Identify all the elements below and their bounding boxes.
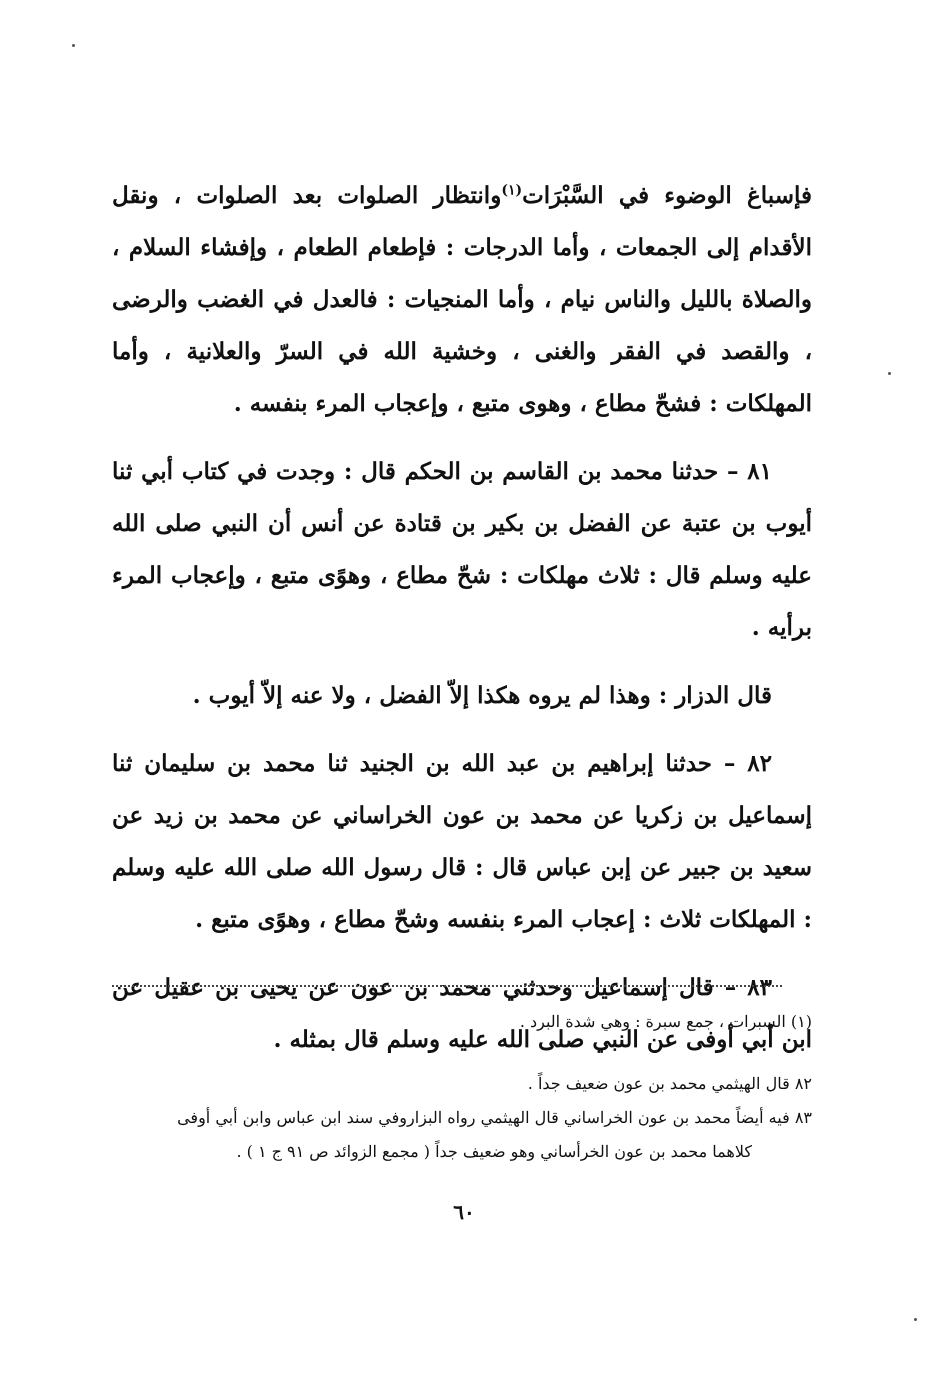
paragraph-text: وانتظار الصلوات بعد الصلوات ، ونقل الأقدام إلى الجمعات ، وأما الدرجات : فإطعام الطعام ، وإفشاء السلام ، والصلاة بالليل والناس نيام ، وأما المنجيات : فالعدل في الغضب والرضى ، والقصد في الفقر والغنى ، وخشية الله في السرّ والعلانية ، وأما المهلكات : فشحّ مطاع ، وهوى متبع ، وإعجاب المرء بنفسه . — [112, 182, 812, 417]
footnote-1: (١) السبرات ، جمع سبرة : وهي شدة البرد . — [519, 1012, 812, 1031]
footnote-separator — [112, 985, 782, 987]
footnote-marker: (١) — [501, 182, 523, 199]
main-text — [112, 170, 812, 1066]
page-number: ٦٠ — [453, 1200, 475, 1224]
hadith-82: ٨٢ – حدثنا إبراهيم بن عبد الله بن الجنيد ثنا محمد بن سليمان ثنا إسماعيل بن زكريا عن محمد بن عون الخراساني عن محمد بن زيد عن سعيد بن جبير عن إبن عباس قال : قال رسول الله صلى الله عليه وسلم : المهلكات ثلاث : إعجاب المرء بنفسه وشحّ مطاع ، وهوًى متبع . — [112, 750, 812, 933]
paragraph-text: فإسباغ الوضوء في السَّبْرَات — [522, 182, 812, 209]
footnotes — [112, 1005, 812, 1169]
hadith-83: ٨٣ – قال إسماعيل وحدثني محمد بن عون عن يحيى بن عقيل عن ابن أبي أوفى عن النبي صلى الله عليه وسلم قال بمثله . — [112, 974, 812, 1053]
bazzar-remark: قال الدزار : وهذا لم يروه هكذا إلاّ الفضل ، ولا عنه إلاّ أيوب . — [192, 682, 772, 709]
scan-speck — [914, 1318, 917, 1321]
hadith-81: ٨١ – حدثنا محمد بن القاسم بن الحكم قال : وجدت في كتاب أبي ثنا أيوب بن عتبة عن الفضل بن بكير بن قتادة عن أنس أن النبي صلى الله عليه وسلم قال : ثلاث مهلكات : شحّ مطاع ، وهوًى متبع ، وإعجاب المرء برأيه . — [112, 458, 812, 641]
footnote-83-continuation: كلاهما محمد بن عون الخرأساني وهو ضعيف جداً ( مجمع الزوائد ص ٩١ ج ١ ) . — [236, 1142, 752, 1161]
scan-speck — [72, 44, 75, 47]
footnote-83: ٨٣ فيه أيضاً محمد بن عون الخراساني قال الهيثمي رواه البزاروفي سند ابن عباس وابن أبي أوفى — [177, 1108, 812, 1127]
paragraph-continuation — [112, 170, 812, 430]
scan-speck — [888, 372, 891, 375]
footnote-82: ٨٢ قال الهيثمي محمد بن عون ضعيف جداً . — [527, 1074, 812, 1093]
